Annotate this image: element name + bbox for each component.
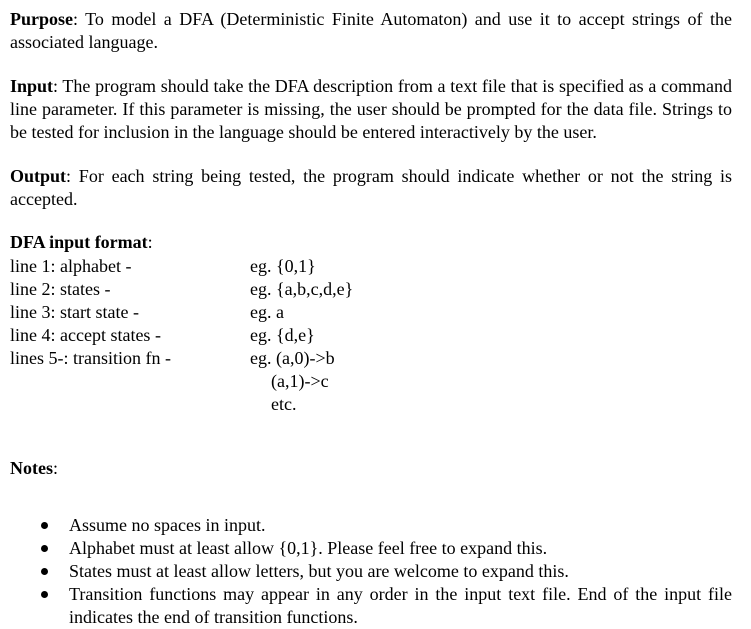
output-paragraph: [10, 165, 732, 211]
dfa-format-row-example: eg. {a,b,c,d,e}: [250, 279, 354, 299]
notes-list-item: [10, 583, 732, 629]
dfa-format-row: [10, 393, 732, 416]
output-label: Output: [10, 166, 67, 186]
bullet-icon: [41, 545, 48, 552]
purpose-text: : To model a DFA (Deterministic Finite Automaton) and use it to accept strings of the associated language.: [10, 9, 732, 52]
dfa-format-row-example: eg. {0,1}: [250, 256, 316, 276]
dfa-format-row: [10, 370, 732, 393]
dfa-format-row-label: line 4: accept states -: [10, 325, 161, 345]
note-text: Assume no spaces in input.: [69, 515, 266, 535]
dfa-format-row-example: eg. {d,e}: [250, 325, 315, 345]
bullet-icon: [41, 568, 48, 575]
bullet-icon: [41, 591, 48, 598]
dfa-format-row-example: (a,1)->c: [271, 371, 329, 391]
purpose-label: Purpose: [10, 9, 73, 29]
bullet-icon: [41, 522, 48, 529]
output-text: : For each string being tested, the program should indicate whether or not the string is accepted.: [10, 166, 732, 209]
input-text: : The program should take the DFA description from a text file that is specified as a command line parameter. If this parameter is missing, the user should be prompted for the data file. Strings to be tested for inclusion in the language should be entered interactively by the user.: [10, 76, 732, 142]
dfa-format-table: [10, 255, 732, 439]
assignment-document: [10, 8, 732, 627]
notes-label: Notes: [10, 458, 53, 478]
dfa-format-row-example: eg. (a,0)->b: [250, 348, 335, 368]
input-paragraph: [10, 75, 732, 144]
dfa-format-row-label: line 2: states -: [10, 279, 111, 299]
notes-list-item: [10, 514, 732, 537]
note-text: Transition functions may appear in any order in the input text file. End of the input file indicates the end of transition functions.: [69, 584, 732, 627]
dfa-format-row-example: etc.: [271, 394, 297, 414]
purpose-paragraph: [10, 8, 732, 54]
note-text: Alphabet must at least allow {0,1}. Please feel free to expand this.: [69, 538, 548, 558]
dfa-format-heading: [10, 231, 732, 254]
dfa-format-row: [10, 278, 732, 301]
dfa-format-row-label: lines 5-: transition fn -: [10, 348, 171, 368]
dfa-format-row: [10, 301, 732, 324]
dfa-format-colon: :: [147, 232, 153, 252]
dfa-format-row: [10, 324, 732, 347]
dfa-format-label: DFA input format: [10, 232, 148, 252]
notes-list: [10, 514, 732, 629]
notes-colon: :: [53, 458, 59, 478]
dfa-format-row-example: eg. a: [250, 302, 284, 322]
notes-list-item: [10, 537, 732, 560]
input-label: Input: [10, 76, 54, 96]
dfa-format-row: [10, 255, 732, 278]
note-text: States must at least allow letters, but you are welcome to expand this.: [69, 561, 569, 581]
notes-heading: [10, 457, 58, 480]
dfa-format-row-label: line 3: start state -: [10, 302, 139, 322]
dfa-format-row: [10, 347, 732, 370]
dfa-format-row-label: line 1: alphabet -: [10, 256, 132, 276]
notes-list-item: [10, 560, 732, 583]
